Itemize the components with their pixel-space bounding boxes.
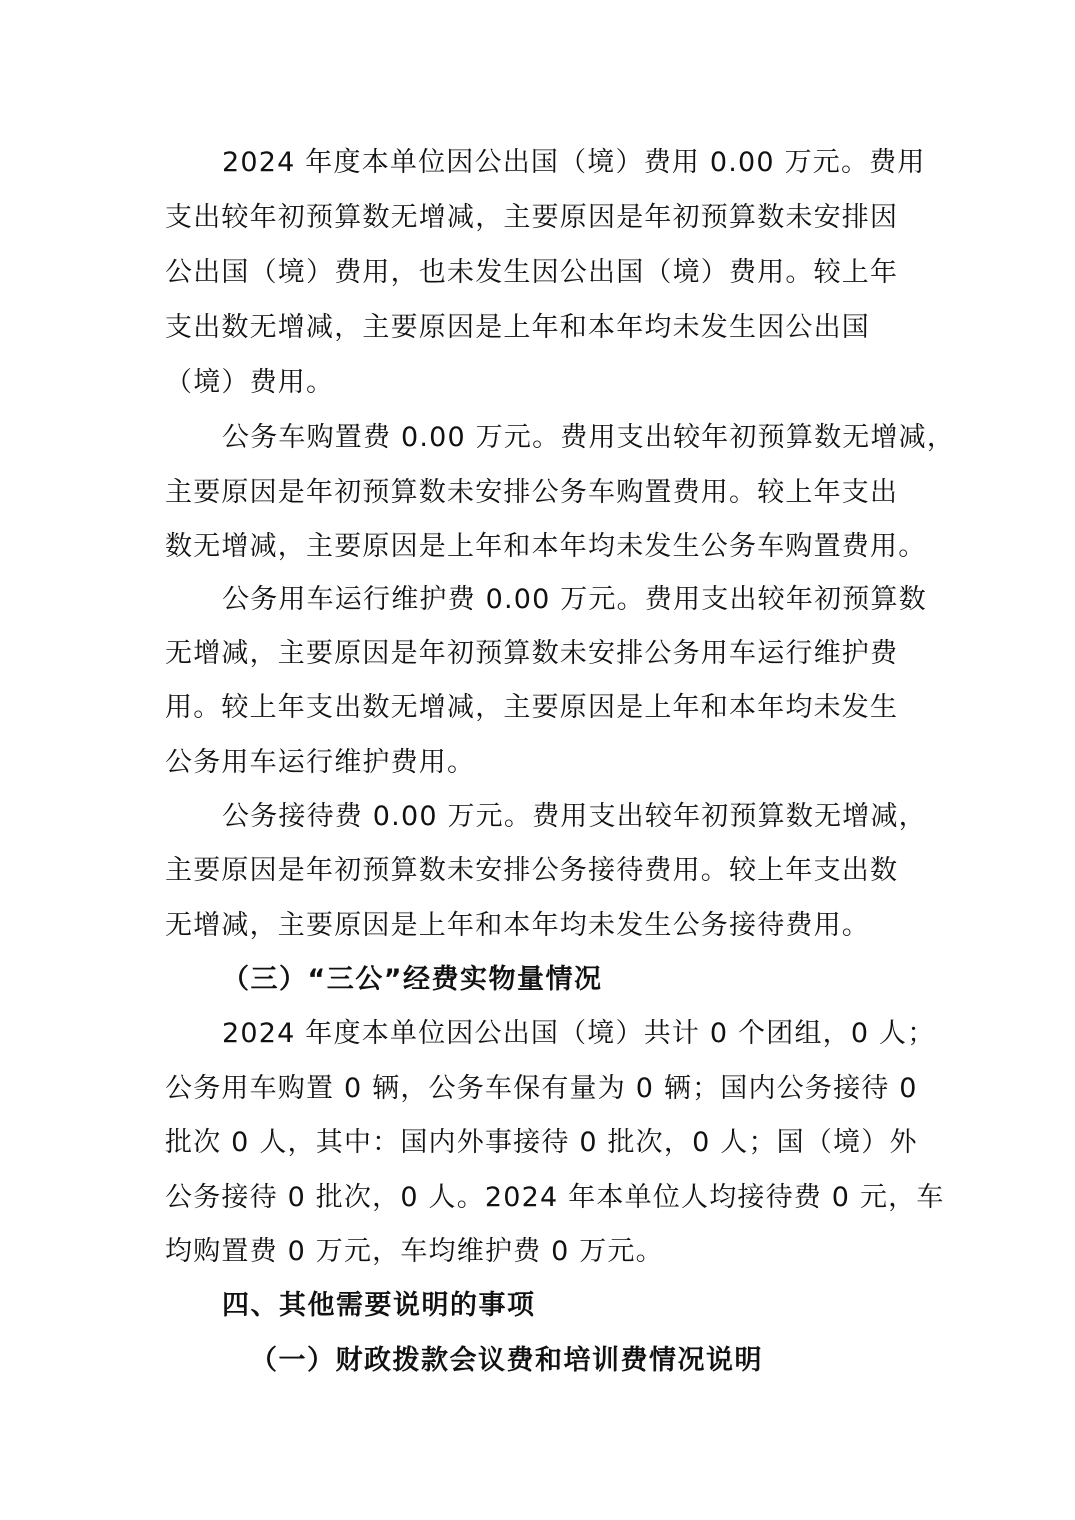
paragraph-line: 公务用车运行维护费 0.00 万元。费用支出较年初预算数: [222, 584, 927, 615]
paragraph-line: 无增减，主要原因是上年和本年均未发生公务接待费用。: [165, 910, 870, 941]
paragraph-line: 支出数无增减，主要原因是上年和本年均未发生因公出国: [165, 312, 870, 343]
paragraph-line: 数无增减，主要原因是上年和本年均未发生公务车购置费用。: [165, 531, 927, 562]
paragraph-line: 2024 年度本单位因公出国（境）共计 0 个团组，0 人；: [222, 1018, 936, 1049]
section-heading: （三）“三公”经费实物量情况: [222, 964, 603, 995]
paragraph-line: 均购置费 0 万元，车均维护费 0 万元。: [165, 1236, 664, 1267]
paragraph-line: 公出国（境）费用，也未发生因公出国（境）费用。较上年: [165, 257, 899, 288]
paragraph-line: 用。较上年支出数无增减，主要原因是上年和本年均未发生: [165, 692, 899, 723]
paragraph-line: 公务车购置费 0.00 万元。费用支出较年初预算数无增减，: [222, 422, 956, 453]
section-heading: 四、其他需要说明的事项: [222, 1290, 536, 1321]
paragraph-line: 批次 0 人，其中：国内外事接待 0 批次，0 人；国（境）外: [165, 1127, 918, 1158]
paragraph-line: 2024 年度本单位因公出国（境）费用 0.00 万元。费用: [222, 147, 926, 178]
paragraph-line: 公务接待 0 批次，0 人。2024 年本单位人均接待费 0 元，车: [165, 1182, 945, 1213]
paragraph-line: 无增减，主要原因是年初预算数未安排公务用车运行维护费: [165, 638, 899, 669]
paragraph-line: 主要原因是年初预算数未安排公务接待费用。较上年支出数: [165, 855, 899, 886]
paragraph-line: 公务用车购置 0 辆，公务车保有量为 0 辆；国内公务接待 0: [165, 1073, 918, 1104]
section-heading: （一）财政拨款会议费和培训费情况说明: [250, 1345, 763, 1376]
paragraph-line: （境）费用。: [165, 367, 335, 398]
paragraph-line: 公务用车运行维护费用。: [165, 747, 476, 778]
paragraph-line: 公务接待费 0.00 万元。费用支出较年初预算数无增减，: [222, 801, 927, 832]
paragraph-line: 支出较年初预算数无增减，主要原因是年初预算数未安排因: [165, 202, 899, 233]
paragraph-line: 主要原因是年初预算数未安排公务车购置费用。较上年支出: [165, 477, 899, 508]
